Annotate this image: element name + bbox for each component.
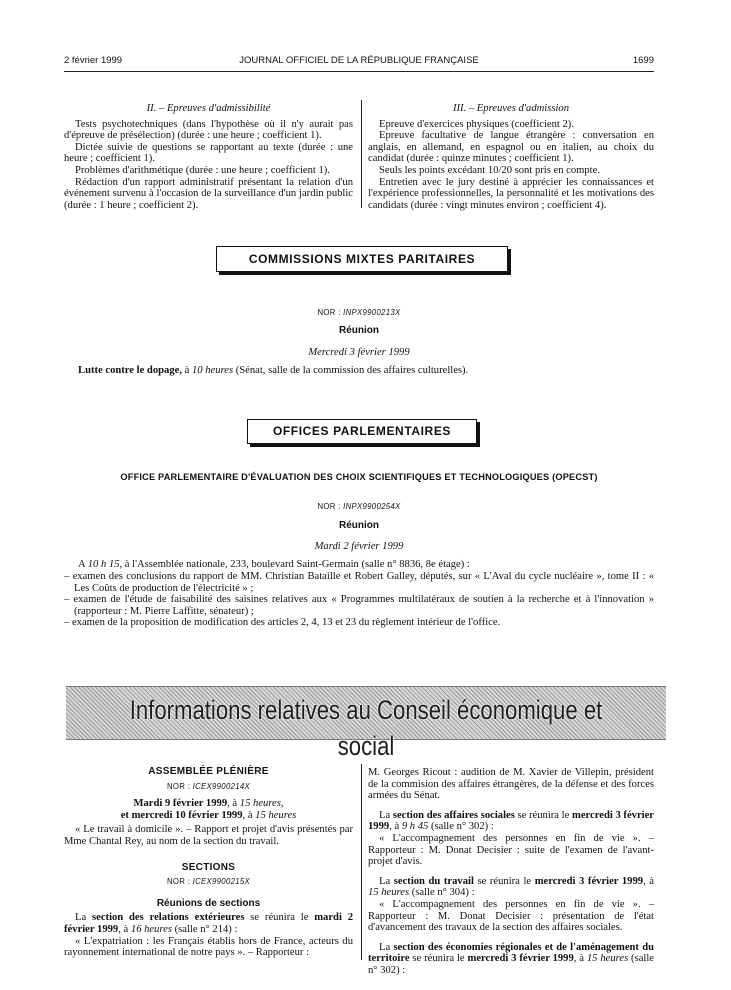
admissibilite-paragraph: Dictée suivie de questions se rapportant au texte (durée : une heure ; coefficient 1). <box>64 141 353 165</box>
offices-nor <box>64 501 654 513</box>
ces-banner-title: Informations relatives au Conseil économique et social <box>129 695 603 761</box>
section-travail <box>368 876 654 899</box>
cmp-topic-location: (Sénat, salle de la commission des affaires culturelles). <box>233 365 469 376</box>
cmp-topic <box>78 365 654 377</box>
meeting-date: mercredi 3 février 1999 <box>368 809 655 833</box>
nor-code: ICEX9900215X <box>192 877 250 887</box>
running-header <box>64 55 654 69</box>
text-run: La <box>379 941 394 953</box>
offices-reunion-heading: Réunion <box>339 520 379 531</box>
sections-heading: SECTIONS <box>181 861 236 873</box>
meeting-date: mercredi 3 février 1999 <box>467 953 574 965</box>
assemblee-sep-1: , à <box>227 798 240 810</box>
ces-left-column <box>64 766 353 959</box>
admission-paragraph: Seuls les points excédant 10/20 sont pris en compte. <box>379 164 600 176</box>
cmp-nor <box>64 307 654 319</box>
agenda-item: – examen de la proposition de modification des articles 2, 4, 13 et 23 du règlement intérieur de l'office. <box>64 617 501 629</box>
meeting-date: mercredi 3 février 1999 <box>534 875 644 887</box>
meeting-time: 16 heures <box>130 923 172 935</box>
assemblee-day-1: Mardi 9 février 1999 <box>133 798 228 810</box>
meeting-room: (salle n° 214) : <box>171 923 238 935</box>
section-affaires-sociales <box>368 810 654 833</box>
text-run: La <box>75 912 93 924</box>
nor-label: NOR : <box>167 877 191 887</box>
assemblee-nor <box>64 781 353 793</box>
offices-date: Mardi 2 février 1999 <box>314 541 404 552</box>
intro-time: 10 h 15 <box>87 559 120 570</box>
text-run: se réunira le <box>409 953 468 965</box>
meeting-room: (salle n° 302) : <box>428 821 494 833</box>
header-date: 2 février 1999 <box>64 55 123 66</box>
rapporteur-continuation: M. Georges Ricout : audition de M. Xavier de Villepin, président de la commision des affaires étrangères, de la défense et des forces armées du Sénat. <box>368 767 654 802</box>
text-run: , à <box>573 953 587 965</box>
nor-code: ICEX9900214X <box>192 781 250 791</box>
nor-code: INPX9900213X <box>343 308 401 317</box>
meeting-time: 15 heures <box>586 953 629 965</box>
nor-label: NOR : <box>317 502 341 511</box>
text-run: se réunira le <box>473 875 535 887</box>
cmp-reunion-heading: Réunion <box>339 325 379 336</box>
opecst-title: OFFICE PARLEMENTAIRE D'ÉVALUATION DES CHOIX SCIENTIFIQUES ET TECHNOLOGIQUES (OPECST) <box>120 472 598 482</box>
section-economies-regionales <box>368 942 654 977</box>
meeting-time: 15 heures <box>368 887 410 899</box>
assemblee-time-1: 15 heures, <box>239 798 284 810</box>
admissibilite-paragraph: Problèmes d'arithmétique (durée : une heure ; coefficient 1). <box>75 164 330 176</box>
agenda-item: – examen des conclusions du rapport de MM. Christian Bataille et Robert Galley, députés, sur « L'Aval du cycle nucléaire », tome II : « Les Coûts de production de l'électricité » ; <box>64 571 654 594</box>
assemblee-sep-2: , à <box>242 809 256 821</box>
section-name: section des économies régionales et de l'aménagement du territoire <box>368 941 654 965</box>
text-run: La <box>379 875 394 887</box>
header-rule <box>64 71 654 72</box>
cmp-date: Mercredi 3 février 1999 <box>308 347 410 358</box>
text-run: , à <box>643 875 655 887</box>
section-name: section du travail <box>393 875 474 887</box>
assemblee-date-1 <box>64 798 353 810</box>
section-name: section des relations extérieures <box>92 912 245 924</box>
assemblee-date-2 <box>64 810 353 822</box>
text-run: se réunira le <box>244 912 315 924</box>
text-run: , à <box>389 821 402 833</box>
offices-section-box: OFFICES PARLEMENTAIRES <box>247 419 477 444</box>
offices-agenda <box>78 559 654 571</box>
affaires-sociales-topic: « L'accompagnement des personnes en fin de vie ». – Rapporteur : M. Donat Decisier : suite de l'examen de l'avant-projet d'avis. <box>368 832 654 868</box>
admission-paragraph: Entretien avec le jury destiné à apprécier les connaissances et l'expérience professionnelles, la personnalité et les motivations des candidats (durée : vingt minutes environ ; coefficient 4). <box>368 176 654 211</box>
agenda-item: – examen de l'étude de faisabilité des saisines relatives aux « Programmes multilatéraux de soutien à la recherche et à l'innovation » (rapporteur : M. Pierre Laffitte, sénateur) ; <box>64 594 654 617</box>
assemblee-text: « Le travail à domicile ». – Rapport et projet d'avis présentés par Mme Chantal Rey, au nom de la section du travail. <box>64 824 353 847</box>
nor-code: INPX9900254X <box>343 502 401 511</box>
intro-location: , à l'Assemblée nationale, 233, boulevard Saint-Germain (salle n° 8836, 8e étage) : <box>119 559 470 570</box>
admissibilite-heading: II. – Epreuves d'admissibilité <box>146 103 271 114</box>
header-journal-title: JOURNAL OFFICIEL DE LA RÉPUBLIQUE FRANÇAISE <box>239 55 479 66</box>
nor-label: NOR : <box>167 781 191 791</box>
assemblee-day-2: et mercredi 10 février 1999 <box>120 809 243 821</box>
meeting-room: (salle n° 302) : <box>368 953 654 976</box>
meeting-date: mardi 2 février 1999 <box>64 912 354 935</box>
admissibilite-paragraph: Tests psychotechniques (dans l'hypothèse où il n'y aurait pas d'épreuve de présélection) (durée : une heure ; coefficient 1). <box>64 118 353 142</box>
offices-items <box>64 571 654 629</box>
header-page-number: 1699 <box>632 55 654 66</box>
exams-admission <box>368 103 654 211</box>
admission-paragraph: Epreuve d'exercices physiques (coefficient 2). <box>379 118 574 130</box>
text-run: La <box>379 809 393 821</box>
ces-banner <box>66 686 666 761</box>
section-name: section des affaires sociales <box>392 809 515 821</box>
offices-intro <box>78 559 654 571</box>
cmp-topic-title: Lutte contre le dopage, <box>78 365 182 376</box>
meeting-room: (salle n° 304) : <box>409 887 475 899</box>
meeting-time: 9 h 45 <box>401 821 429 833</box>
sections-subheading: Réunions de sections <box>156 897 261 909</box>
travail-topic: « L'accompagnement des personnes en fin de vie ». – Rapporteur : M. Donat Decisier : présentation de l'état d'avancement des travaux de la section des affaires sociales. <box>368 898 654 934</box>
column-divider <box>361 764 362 960</box>
cmp-topic-sep: à <box>181 365 192 376</box>
nor-label: NOR : <box>317 308 341 317</box>
ces-right-column <box>368 767 654 977</box>
admission-heading: III. – Epreuves d'admission <box>452 103 570 114</box>
admission-paragraph: Epreuve facultative de langue étrangère : conversation en anglais, en allemand, en espagnol ou en italien, au choix du candidat (durée : quinze minutes ; coefficient 1). <box>368 130 654 165</box>
assemblee-time-2: 15 heures <box>255 809 297 821</box>
sections-nor <box>64 876 353 888</box>
text-run: , à <box>118 923 131 935</box>
intro-prefix: A <box>78 559 88 570</box>
exams-admissibilite <box>64 103 353 211</box>
column-divider <box>361 100 362 208</box>
admissibilite-paragraph: Rédaction d'un rapport administratif présentant la relation d'un événement survenu à l'occasion de la surveillance d'un jardin public (durée : 1 heure ; coefficient 2). <box>64 176 353 211</box>
section-relations-topic: « L'expatriation : les Français établis hors de France, acteurs du rayonnement international de notre pays ». – Rapporteur : <box>64 935 353 959</box>
cmp-section-box: COMMISSIONS MIXTES PARITAIRES <box>216 246 508 272</box>
assemblee-heading: ASSEMBLÉE PLÉNIÈRE <box>148 766 269 777</box>
text-run: se réunira le <box>514 809 572 821</box>
section-relations-exterieures <box>64 912 353 935</box>
cmp-topic-time: 10 heures <box>191 365 234 376</box>
